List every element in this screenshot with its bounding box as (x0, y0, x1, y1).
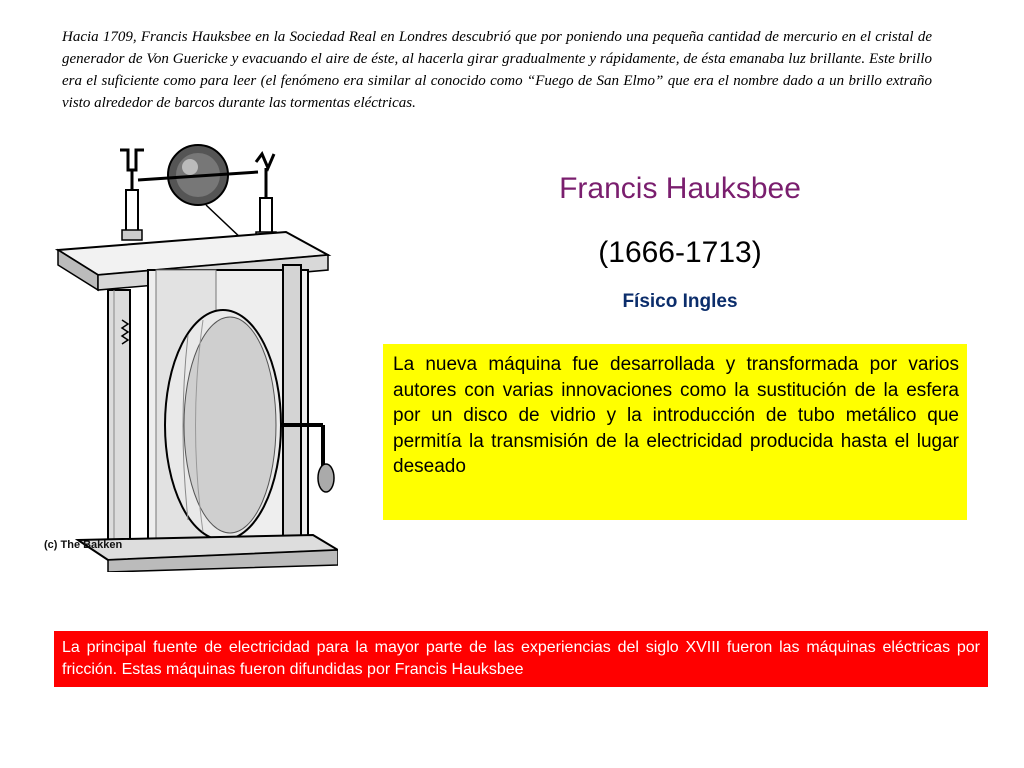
image-credit: (c) The Bakken (44, 539, 123, 551)
person-role: Físico Ingles (622, 291, 738, 312)
person-name: Francis Hauksbee (559, 172, 801, 205)
intro-paragraph: Hacia 1709, Francis Hauksbee en la Sociedad Real en Londres descubrió que por poniendo una pequeña cantidad de mercurio en el cristal de generador de Von Guericke y evacuando el aire de éste, al hacerla girar gradualmente y rápidamente, de ésta emanaba luz brillante. Este brillo era el suficiente como para leer (el fenómeno era similar al conocido como “Fuego de San Elmo” que era el nombre dado a un brillo extraño visto alrededor de barcos durante las tormentas eléctricas. (62, 29, 932, 111)
machine-description-box: La nueva máquina fue desarrollada y transformada por varios autores con varias innovaciones como la sustitución de la esfera por un disco de vidrio y la introducción de tubo metálico que permitía la transmisión de la electricidad producida hasta el lugar deseado (383, 344, 967, 520)
electrostatic-machine-engraving (38, 140, 338, 572)
friction-machines-note: La principal fuente de electricidad para la mayor parte de las experiencias del siglo XVIII fueron las máquinas eléctricas por fricción. Estas máquinas fueron difundidas por Francis Hauksbee (54, 631, 988, 687)
person-years: (1666-1713) (598, 236, 762, 269)
